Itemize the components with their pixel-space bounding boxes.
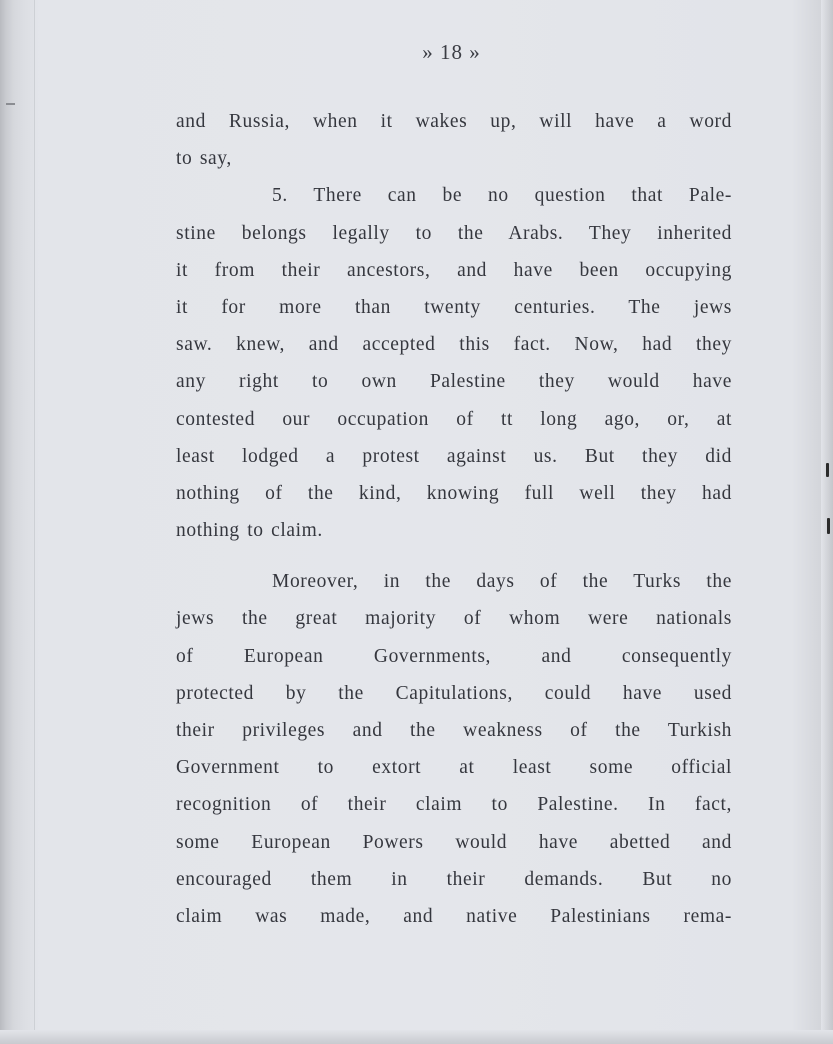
text-line: nothing of the kind, knowing full well they had — [176, 482, 732, 504]
text-line: their privileges and the weakness of the Turkish — [176, 720, 732, 741]
text-line: to say, — [176, 148, 232, 170]
text-line: least lodged a protest against us. But they did — [176, 445, 732, 467]
paragraph — [176, 103, 732, 177]
text-line: any right to own Palestine they would have — [176, 371, 732, 393]
edge-mark — [827, 518, 830, 534]
text-line: jews the great majority of whom were nationals — [176, 608, 732, 630]
text-line: it for more than twenty centuries. The jews — [176, 296, 732, 318]
text-line: saw. knew, and accepted this fact. Now, had they — [176, 334, 732, 356]
text-line: and Russia, when it wakes up, will have a word — [176, 111, 732, 132]
paragraph — [176, 563, 732, 935]
text-line: Moreover, in the days of the Turks the — [272, 571, 732, 593]
text-line: stine belongs legally to the Arabs. They inherited — [176, 222, 732, 244]
text-line: some European Powers would have abetted and — [176, 831, 732, 853]
text-line: claim was made, and native Palestinians rema- — [176, 905, 732, 927]
text-line: encouraged them in their demands. But no — [176, 868, 732, 890]
paragraph-gap — [176, 549, 732, 563]
page-bottom-edge — [0, 1030, 833, 1044]
text-line: nothing to claim. — [176, 520, 323, 542]
text-line: protected by the Capitulations, could have used — [176, 682, 732, 704]
text-line: 5. There can be no question that Pale- — [272, 185, 732, 207]
page-number: » 18 » — [422, 40, 481, 64]
edge-mark — [826, 463, 829, 477]
text-line: Government to extort at least some official — [176, 757, 732, 779]
binding-edge — [0, 0, 35, 1044]
text-line: it from their ancestors, and have been occupying — [176, 259, 732, 281]
text-line: of European Governments, and consequently — [176, 645, 732, 667]
margin-mark — [6, 103, 15, 105]
paragraph — [176, 177, 732, 549]
text-line: recognition of their claim to Palestine. In fact, — [176, 794, 732, 816]
page-body — [176, 103, 732, 935]
text-line: contested our occupation of tt long ago, or, at — [176, 408, 732, 430]
